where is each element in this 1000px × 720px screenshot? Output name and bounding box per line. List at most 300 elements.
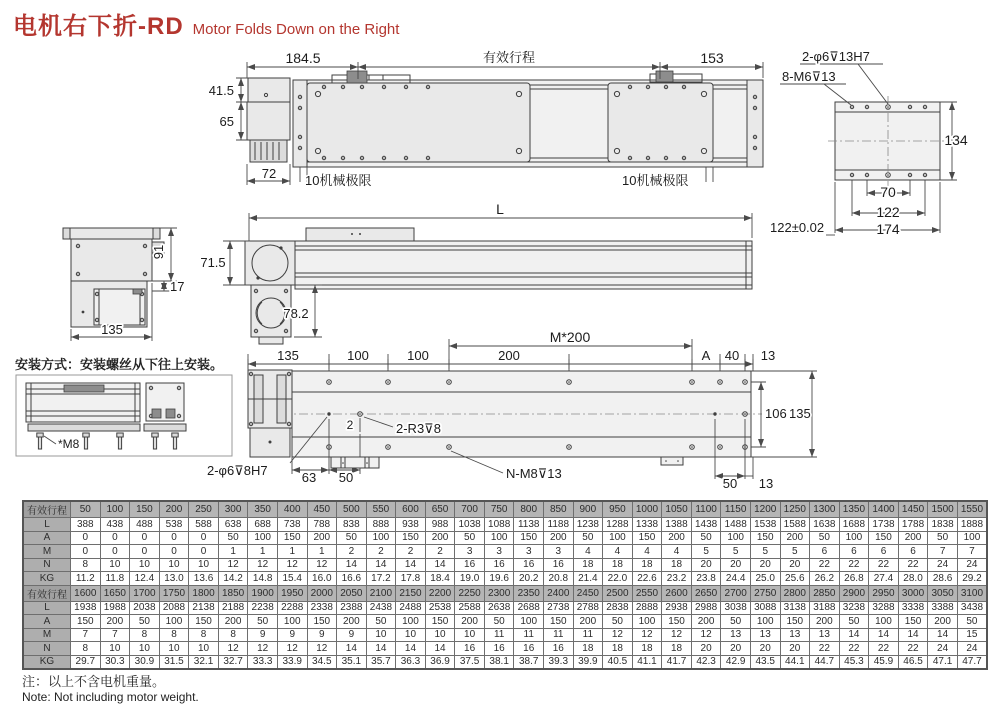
table-cell: 20.8 [544,572,574,586]
table-cell: 200 [810,615,840,629]
table-cell: 1100 [691,501,721,518]
table-cell: 20 [780,642,810,656]
table-cell: 1088 [484,518,514,532]
dim-label-17: 17 [170,279,185,294]
table-cell: 300 [218,501,248,518]
table-cell: 12 [277,642,307,656]
table-cell: 10 [189,642,219,656]
dim-label-40: 40 [724,348,740,363]
table-cell: 2338 [307,601,337,615]
end-view [770,49,968,237]
row-label-stroke: 有效行程 [23,585,71,601]
row-label-L: L [23,601,71,615]
table-cell: 5 [780,545,810,559]
table-cell: 900 [573,501,603,518]
table-cell: 200 [780,531,810,545]
table-cell: 1150 [721,501,751,518]
table-cell: 18 [603,642,633,656]
table-cell: 788 [307,518,337,532]
table-cell: 18.4 [425,572,455,586]
table-cell: 2550 [632,585,662,601]
table-cell: 3338 [898,601,928,615]
table-cell: 31.5 [159,655,189,669]
table-row-A [23,615,987,629]
spec-table [22,500,988,670]
dim-label-135b: 135 [277,348,299,363]
table-row-M [23,628,987,642]
dim-label-78-2: 78.2 [283,306,309,321]
hole-note-tapped: 8-M6⊽13 [782,69,836,84]
dim-label-122-tol: 122±0.02 [770,220,825,235]
table-cell: 12 [662,628,692,642]
table-cell: 9 [277,628,307,642]
table-cell: 50 [366,615,396,629]
table-cell: 150 [425,615,455,629]
table-cell: 22.0 [603,572,633,586]
table-cell: 16 [544,558,574,572]
table-cell: 15.4 [277,572,307,586]
table-cell: 19.0 [455,572,485,586]
table-cell: 10 [396,628,426,642]
table-cell: 50 [810,531,840,545]
table-cell: 200 [307,531,337,545]
table-cell: 3438 [957,601,987,615]
table-cell: 44.7 [810,655,840,669]
table-cell: 438 [100,518,130,532]
table-cell: 13 [750,628,780,642]
table-cell: 8 [159,628,189,642]
row-label-M: M [23,628,71,642]
mounting-caption: 安装方式：安装螺丝从下往上安装。 [15,357,224,372]
table-cell: 200 [544,531,574,545]
table-cell: 13 [780,628,810,642]
dim-label-stroke: 有效行程 [482,50,536,65]
table-cell: 12.4 [130,572,160,586]
table-cell: 17.8 [396,572,426,586]
table-cell: 2150 [396,585,426,601]
row-label-A: A [23,615,71,629]
row-label-A: A [23,531,71,545]
table-cell: 14 [366,642,396,656]
table-cell: 2600 [662,585,692,601]
dim-label-135c: 135 [789,406,811,421]
table-cell: 8 [218,628,248,642]
table-cell: 150 [71,615,101,629]
table-cell: 22 [839,642,869,656]
table-cell: 12 [248,642,278,656]
table-cell: 3 [484,545,514,559]
table-cell: 14 [337,642,367,656]
table-cell: 4 [603,545,633,559]
table-cell: 11 [484,628,514,642]
table-cell: 3138 [780,601,810,615]
table-cell: 14 [869,628,899,642]
dim-label-106: 106 [765,406,787,421]
dim-label-91: 91 [151,244,166,260]
table-cell: 2500 [603,585,633,601]
table-cell: 150 [189,615,219,629]
table-cell: 14 [839,628,869,642]
table-cell: 1938 [71,601,101,615]
table-cell: 39.9 [573,655,603,669]
table-cell: 750 [484,501,514,518]
table-cell: 11 [514,628,544,642]
table-cell: 13 [721,628,751,642]
title-zh: 电机右下折-RD [13,13,184,40]
table-cell: 200 [662,531,692,545]
table-cell: 24 [957,558,987,572]
table-cell: 50 [130,615,160,629]
table-cell: 10 [366,628,396,642]
table-cell: 8 [130,628,160,642]
table-cell: 200 [455,615,485,629]
table-cell: 2900 [839,585,869,601]
table-cell: 1300 [810,501,840,518]
table-cell: 10 [100,642,130,656]
table-cell: 10 [130,558,160,572]
table-row-stroke [23,501,987,518]
table-cell: 19.6 [484,572,514,586]
table-cell: 23.2 [662,572,692,586]
table-cell: 18 [662,558,692,572]
table-cell: 250 [189,501,219,518]
table-cell: 0 [130,531,160,545]
table-cell: 150 [130,501,160,518]
table-cell: 100 [277,615,307,629]
table-cell: 20 [691,558,721,572]
row-label-M: M [23,545,71,559]
table-cell: 1250 [780,501,810,518]
table-row-A [23,531,987,545]
table-cell: 2188 [218,601,248,615]
note-zh: 注：以上不含电机重量。 [22,674,166,689]
table-cell: 22 [810,558,840,572]
table-cell: 2050 [337,585,367,601]
dim-label-174: 174 [876,221,900,237]
table-cell: 45.3 [839,655,869,669]
table-cell: 2988 [691,601,721,615]
table-cell: 24.4 [721,572,751,586]
table-cell: 12 [307,642,337,656]
table-cell: 18 [632,642,662,656]
table-cell: 150 [632,531,662,545]
table-cell: 738 [277,518,307,532]
table-cell: 1988 [100,601,130,615]
table-row-KG [23,572,987,586]
table-cell: 2400 [544,585,574,601]
table-cell: 1800 [189,585,219,601]
table-cell: 14 [425,642,455,656]
table-cell: 22 [898,642,928,656]
table-cell: 1650 [100,585,130,601]
table-cell: 50 [721,615,751,629]
table-cell: 3188 [810,601,840,615]
row-label-stroke: 有效行程 [23,501,71,518]
table-cell: 10 [159,642,189,656]
table-cell: 10 [100,558,130,572]
dim-label-134: 134 [944,132,968,148]
table-cell: 50 [839,615,869,629]
mech-limit-label-left: 10机械极限 [305,173,372,188]
table-cell: 0 [100,545,130,559]
table-cell: 41.7 [662,655,692,669]
table-cell: 150 [750,531,780,545]
table-cell: 11.8 [100,572,130,586]
table-cell: 2450 [573,585,603,601]
table-cell: 200 [573,615,603,629]
table-cell: 22 [869,558,899,572]
table-cell: 18 [632,558,662,572]
table-cell: 9 [307,628,337,642]
table-cell: 5 [691,545,721,559]
table-cell: 2838 [603,601,633,615]
table-cell: 47.1 [928,655,958,669]
table-cell: 50 [337,531,367,545]
table-cell: 2088 [159,601,189,615]
table-row-L [23,601,987,615]
table-row-N [23,642,987,656]
table-cell: 20 [750,642,780,656]
table-cell: 2538 [425,601,455,615]
bottom-view [207,329,817,491]
table-cell: 27.4 [869,572,899,586]
table-cell: 4 [662,545,692,559]
table-cell: 1038 [455,518,485,532]
table-cell: 29.7 [71,655,101,669]
table-cell: 1838 [928,518,958,532]
table-cell: 838 [337,518,367,532]
table-cell: 12 [218,642,248,656]
table-cell: 0 [130,545,160,559]
table-cell: 1688 [839,518,869,532]
table-cell: 2 [337,545,367,559]
table-cell: 20 [750,558,780,572]
table-cell: 16 [484,558,514,572]
table-cell: 1238 [573,518,603,532]
table-cell: 3238 [839,601,869,615]
table-cell: 5 [721,545,751,559]
table-cell: 3388 [928,601,958,615]
table-cell: 47.7 [957,655,987,669]
table-cell: 29.2 [957,572,987,586]
table-cell: 7 [100,628,130,642]
hole-note-r3: 2-R3⊽8 [396,421,441,436]
table-cell: 1450 [898,501,928,518]
table-cell: 100 [721,531,751,545]
table-cell: 22 [898,558,928,572]
table-cell: 34.5 [307,655,337,669]
table-cell: 0 [159,545,189,559]
table-cell: 8 [189,628,219,642]
dim-label-50a: 50 [338,470,354,485]
table-cell: 6 [869,545,899,559]
table-cell: 950 [603,501,633,518]
table-cell: 25.6 [780,572,810,586]
table-cell: 2788 [573,601,603,615]
table-cell: 100 [839,531,869,545]
table-cell: 388 [71,518,101,532]
table-cell: 2388 [337,601,367,615]
table-cell: 20.2 [514,572,544,586]
table-cell: 2438 [366,601,396,615]
table-cell: 100 [248,531,278,545]
table-cell: 50 [248,615,278,629]
dim-label-122: 122 [876,204,900,220]
table-cell: 1500 [928,501,958,518]
table-cell: 22 [839,558,869,572]
table-cell: 1 [277,545,307,559]
table-cell: 13 [810,628,840,642]
table-cell: 32.1 [189,655,219,669]
table-cell: 35.7 [366,655,396,669]
table-cell: 1000 [632,501,662,518]
table-cell: 16 [484,642,514,656]
table-cell: 11 [544,628,574,642]
table-cell: 1750 [159,585,189,601]
table-cell: 6 [839,545,869,559]
table-cell: 200 [100,615,130,629]
table-cell: 100 [396,615,426,629]
mech-limit-label-right: 10机械极限 [622,173,689,188]
table-cell: 2800 [780,585,810,601]
table-cell: 18 [662,642,692,656]
table-cell: 1638 [810,518,840,532]
table-cell: 14 [425,558,455,572]
table-cell: 0 [189,545,219,559]
table-cell: 36.3 [396,655,426,669]
table-cell: 2938 [662,601,692,615]
table-cell: 2 [396,545,426,559]
table-cell: 10 [159,558,189,572]
table-cell: 2700 [721,585,751,601]
table-cell: 12 [632,628,662,642]
table-cell: 18 [573,558,603,572]
table-cell: 28.0 [898,572,928,586]
table-cell: 3288 [869,601,899,615]
table-cell: 16 [455,642,485,656]
table-cell: 24 [957,642,987,656]
table-cell: 20 [780,558,810,572]
dim-label-71-5: 71.5 [200,255,226,270]
table-cell: 5 [750,545,780,559]
table-cell: 10 [189,558,219,572]
table-cell: 8 [71,558,101,572]
table-cell: 100 [366,531,396,545]
table-cell: 1 [248,545,278,559]
table-cell: 2650 [691,585,721,601]
table-cell: 10 [425,628,455,642]
table-cell: 26.2 [810,572,840,586]
table-cell: 2750 [750,585,780,601]
table-cell: 20 [721,642,751,656]
table-cell: 3100 [957,585,987,601]
table-cell: 12 [277,558,307,572]
table-cell: 1200 [750,501,780,518]
table-cell: 7 [928,545,958,559]
table-cell: 400 [277,501,307,518]
table-cell: 12 [691,628,721,642]
table-cell: 39.3 [544,655,574,669]
dim-label-70: 70 [880,184,896,200]
table-cell: 1050 [662,501,692,518]
table-cell: 1350 [839,501,869,518]
table-cell: 150 [662,615,692,629]
table-cell: 38.7 [514,655,544,669]
table-cell: 43.5 [750,655,780,669]
table-cell: 150 [544,615,574,629]
table-cell: 6 [898,545,928,559]
table-cell: 150 [898,615,928,629]
table-cell: 38.1 [484,655,514,669]
table-cell: 700 [455,501,485,518]
table-cell: 26.8 [839,572,869,586]
table-cell: 16 [514,642,544,656]
table-cell: 3038 [721,601,751,615]
table-cell: 2000 [307,585,337,601]
table-cell: 800 [514,501,544,518]
table-cell: 28.6 [928,572,958,586]
table-cell: 1588 [780,518,810,532]
table-cell: 24 [928,558,958,572]
dim-label-135-left: 135 [101,322,123,337]
dim-label-100b: 100 [407,348,429,363]
table-cell: 100 [159,615,189,629]
table-cell: 7 [71,628,101,642]
table-cell: 3 [544,545,574,559]
table-cell: 450 [307,501,337,518]
table-cell: 14.8 [248,572,278,586]
table-row-N [23,558,987,572]
table-cell: 2738 [544,601,574,615]
table-cell: 200 [425,531,455,545]
table-cell: 50 [455,531,485,545]
table-cell: 14 [396,642,426,656]
table-cell: 550 [366,501,396,518]
table-cell: 638 [218,518,248,532]
table-cell: 2350 [514,585,544,601]
table-cell: 50 [218,531,248,545]
table-cell: 9 [337,628,367,642]
table-cell: 0 [159,531,189,545]
table-cell: 850 [544,501,574,518]
table-cell: 50 [484,615,514,629]
table-cell: 3 [455,545,485,559]
table-cell: 1900 [248,585,278,601]
table-cell: 8 [71,642,101,656]
table-cell: 50 [691,531,721,545]
table-cell: 2288 [277,601,307,615]
row-label-KG: KG [23,572,71,586]
bottom-motor [248,370,292,457]
table-cell: 16 [544,642,574,656]
table-cell: 20 [691,642,721,656]
hole-note-dowel-bottom: 2-φ6⊽8H7 [207,463,268,478]
table-cell: 22.6 [632,572,662,586]
table-cell: 1888 [957,518,987,532]
table-cell: 3088 [750,601,780,615]
table-cell: 1 [218,545,248,559]
note-en: Note: Not including motor weight. [22,690,199,704]
table-cell: 0 [71,531,101,545]
table-cell: 11.2 [71,572,101,586]
table-cell: 12 [218,558,248,572]
table-cell: 20 [721,558,751,572]
dim-label-63: 63 [301,470,317,485]
table-cell: 2888 [632,601,662,615]
table-cell: 2100 [366,585,396,601]
hole-note-dowel: 2-φ6⊽13H7 [802,49,870,64]
table-cell: 100 [603,531,633,545]
